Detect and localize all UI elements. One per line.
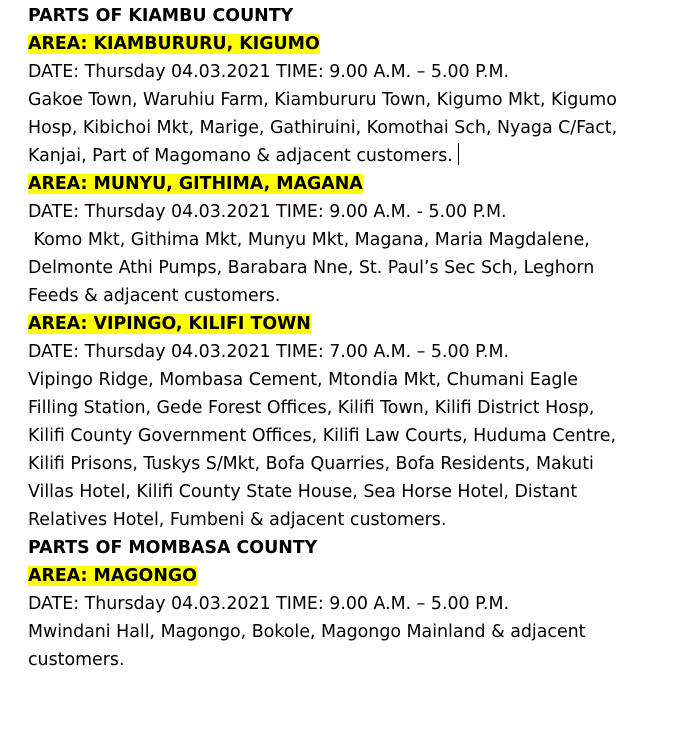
area-locations-line: customers. — [28, 650, 125, 670]
area-locations-line: Kilifi Prisons, Tuskys S/Mkt, Bofa Quarries, Bofa Residents, Makuti — [28, 454, 594, 474]
area-title-row — [28, 30, 668, 58]
area-locations-line: Delmonte Athi Pumps, Barabara Nne, St. Paul’s Sec Sch, Leghorn — [28, 258, 595, 278]
area-date: DATE: Thursday 04.03.2021 TIME: 9.00 A.M. – 5.00 P.M. — [28, 62, 509, 82]
area-locations-line: Relatives Hotel, Fumbeni & adjacent customers. — [28, 510, 447, 530]
county-heading-kiambu: PARTS OF KIAMBU COUNTY — [28, 6, 294, 26]
area-locations-line: Filling Station, Gede Forest Offices, Kilifi Town, Kilifi District Hosp, — [28, 398, 595, 418]
area-locations-line: Hosp, Kibichoi Mkt, Marige, Gathiruini, Komothai Sch, Nyaga C/Fact, — [28, 118, 618, 138]
area-title: AREA: KIAMBURURU, KIGUMO — [28, 34, 320, 54]
area-locations-line: Villas Hotel, Kilifi County State House, Sea Horse Hotel, Distant — [28, 482, 578, 502]
area-locations-line: Feeds & adjacent customers. — [28, 286, 281, 306]
text-cursor — [458, 143, 459, 165]
area-locations-line: Gakoe Town, Waruhiu Farm, Kiambururu Town, Kigumo Mkt, Kigumo — [28, 90, 617, 110]
area-title-row — [28, 170, 668, 198]
county-heading-mombasa: PARTS OF MOMBASA COUNTY — [28, 538, 318, 558]
area-title-row — [28, 310, 668, 338]
area-title: AREA: MAGONGO — [28, 566, 197, 586]
area-locations-line: Komo Mkt, Githima Mkt, Munyu Mkt, Magana, Maria Magdalene, — [28, 230, 590, 250]
area-locations-line: Mwindani Hall, Magongo, Bokole, Magongo Mainland & adjacent — [28, 622, 586, 642]
document-body — [28, 2, 668, 674]
area-date: DATE: Thursday 04.03.2021 TIME: 9.00 A.M. - 5.00 P.M. — [28, 202, 507, 222]
area-title-row — [28, 562, 668, 590]
area-date: DATE: Thursday 04.03.2021 TIME: 9.00 A.M. – 5.00 P.M. — [28, 594, 509, 614]
area-title: AREA: VIPINGO, KILIFI TOWN — [28, 314, 311, 334]
area-locations-text: Kanjai, Part of Magomano & adjacent customers. — [28, 146, 453, 166]
area-date: DATE: Thursday 04.03.2021 TIME: 7.00 A.M. – 5.00 P.M. — [28, 342, 509, 362]
area-locations-line: Vipingo Ridge, Mombasa Cement, Mtondia Mkt, Chumani Eagle — [28, 370, 578, 390]
area-title: AREA: MUNYU, GITHIMA, MAGANA — [28, 174, 363, 194]
area-locations-line-with-caret[interactable] — [28, 142, 668, 170]
area-locations-line: Kilifi County Government Offices, Kilifi Law Courts, Huduma Centre, — [28, 426, 617, 446]
